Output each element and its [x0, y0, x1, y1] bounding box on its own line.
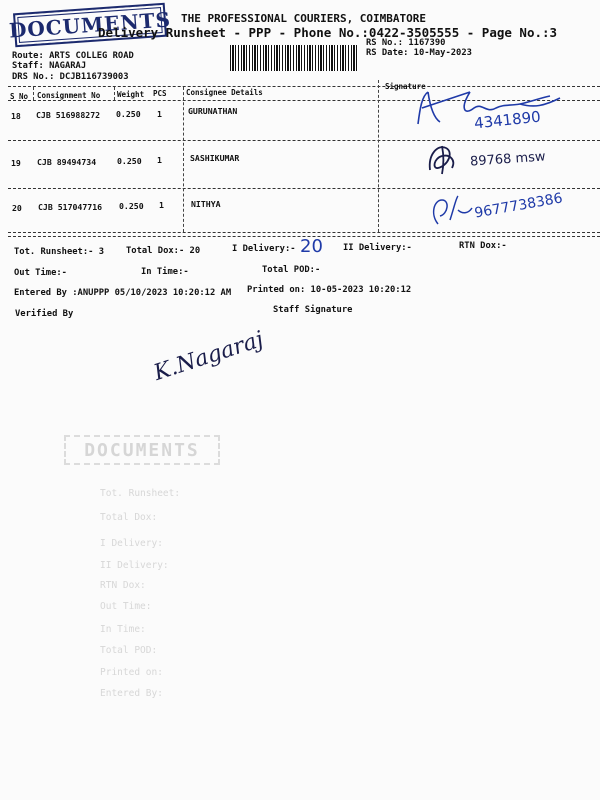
col-consignee: Consignee Details — [186, 88, 263, 97]
row-sno: 19 — [11, 158, 21, 168]
showthrough-text: II Delivery: — [100, 560, 169, 571]
row-divider — [8, 140, 600, 141]
i-delivery-value: 20 — [300, 236, 323, 257]
row-pcs: 1 — [157, 155, 162, 165]
signature-note: 89768 msw — [469, 149, 546, 170]
in-time: In Time:- — [141, 267, 189, 277]
tot-runsheet: Tot. Runsheet:- 3 — [14, 247, 105, 257]
rtn-dox: RTN Dox:- — [459, 241, 507, 251]
out-time: Out Time:- — [14, 268, 67, 278]
row-pcs: 1 — [157, 109, 162, 119]
barcode — [230, 45, 358, 71]
rs-date: RS Date: 10-May-2023 — [366, 48, 472, 58]
i-delivery: I Delivery:- — [232, 244, 296, 254]
column-divider — [114, 87, 115, 100]
row-weight: 0.250 — [117, 156, 142, 166]
verified-by: Verified By — [15, 309, 74, 319]
row-weight: 0.250 — [116, 109, 141, 119]
row-consignment: CJB 517047716 — [38, 202, 103, 212]
showthrough-text: Tot. Runsheet: — [100, 488, 181, 499]
row-divider — [8, 188, 600, 189]
printed-on: Printed on: 10-05-2023 10:20:12 — [247, 285, 412, 295]
company-name: THE PROFESSIONAL COURIERS, COIMBATORE — [181, 12, 427, 25]
showthrough-text: In Time: — [100, 624, 146, 635]
documents-stamp: DOCUMENTS — [13, 3, 167, 48]
column-divider — [378, 80, 379, 232]
showthrough-text: RTN Dox: — [100, 580, 146, 591]
drs-number: DRS No.: DCJB116739003 — [12, 72, 129, 82]
showthrough-text: I Delivery: — [100, 538, 163, 549]
row-consignee: GURUNATHAN — [188, 106, 238, 116]
signature-note: 9677738386 — [473, 190, 564, 222]
row-pcs: 1 — [159, 200, 164, 210]
col-signature: Signature — [385, 82, 426, 91]
row-weight: 0.250 — [119, 201, 144, 211]
staff: Staff: NAGARAJ — [12, 61, 87, 71]
entered-by: Entered By :ANUPPP 05/10/2023 10:20:12 AM — [14, 288, 232, 298]
row-consignee: SASHIKUMAR — [190, 153, 240, 163]
row-consignment: CJB 516988272 — [36, 110, 101, 120]
column-divider — [33, 87, 34, 100]
row-sno: 18 — [11, 111, 21, 121]
showthrough-stamp: DOCUMENTS — [64, 435, 220, 465]
col-pcs: PCS — [153, 89, 167, 98]
col-sno: S No — [10, 92, 29, 101]
showthrough-text: Entered By: — [100, 688, 163, 699]
showthrough-text: Total Dox: — [100, 512, 158, 523]
col-consignment: Consignment No — [37, 91, 101, 100]
showthrough-text: Printed on: — [100, 667, 163, 678]
row-consignment: CJB 89494734 — [37, 157, 97, 167]
table-bottom-rule — [8, 232, 600, 233]
route: Route: ARTS COLLEG ROAD — [12, 51, 134, 61]
row-consignee: NITHYA — [191, 199, 221, 209]
column-divider — [183, 87, 184, 232]
col-weight: Weight — [117, 90, 145, 99]
row-sno: 20 — [12, 203, 22, 213]
signature-note: 4341890 — [473, 107, 542, 133]
staff-signature-label: Staff Signature — [273, 305, 353, 315]
ii-delivery: II Delivery:- — [343, 243, 412, 253]
showthrough-text: Out Time: — [100, 601, 152, 612]
total-pod: Total POD:- — [262, 265, 321, 275]
total-dox: Total Dox:- 20 — [126, 246, 201, 256]
rs-number: RS No.: 1167390 — [366, 38, 446, 48]
runsheet-title: Delivery Runsheet - PPP - Phone No.:0422-3505555 - Page No.:3 — [98, 25, 558, 40]
showthrough-text: Total POD: — [100, 645, 158, 656]
staff-signature: K.Nagaraj — [150, 327, 267, 386]
